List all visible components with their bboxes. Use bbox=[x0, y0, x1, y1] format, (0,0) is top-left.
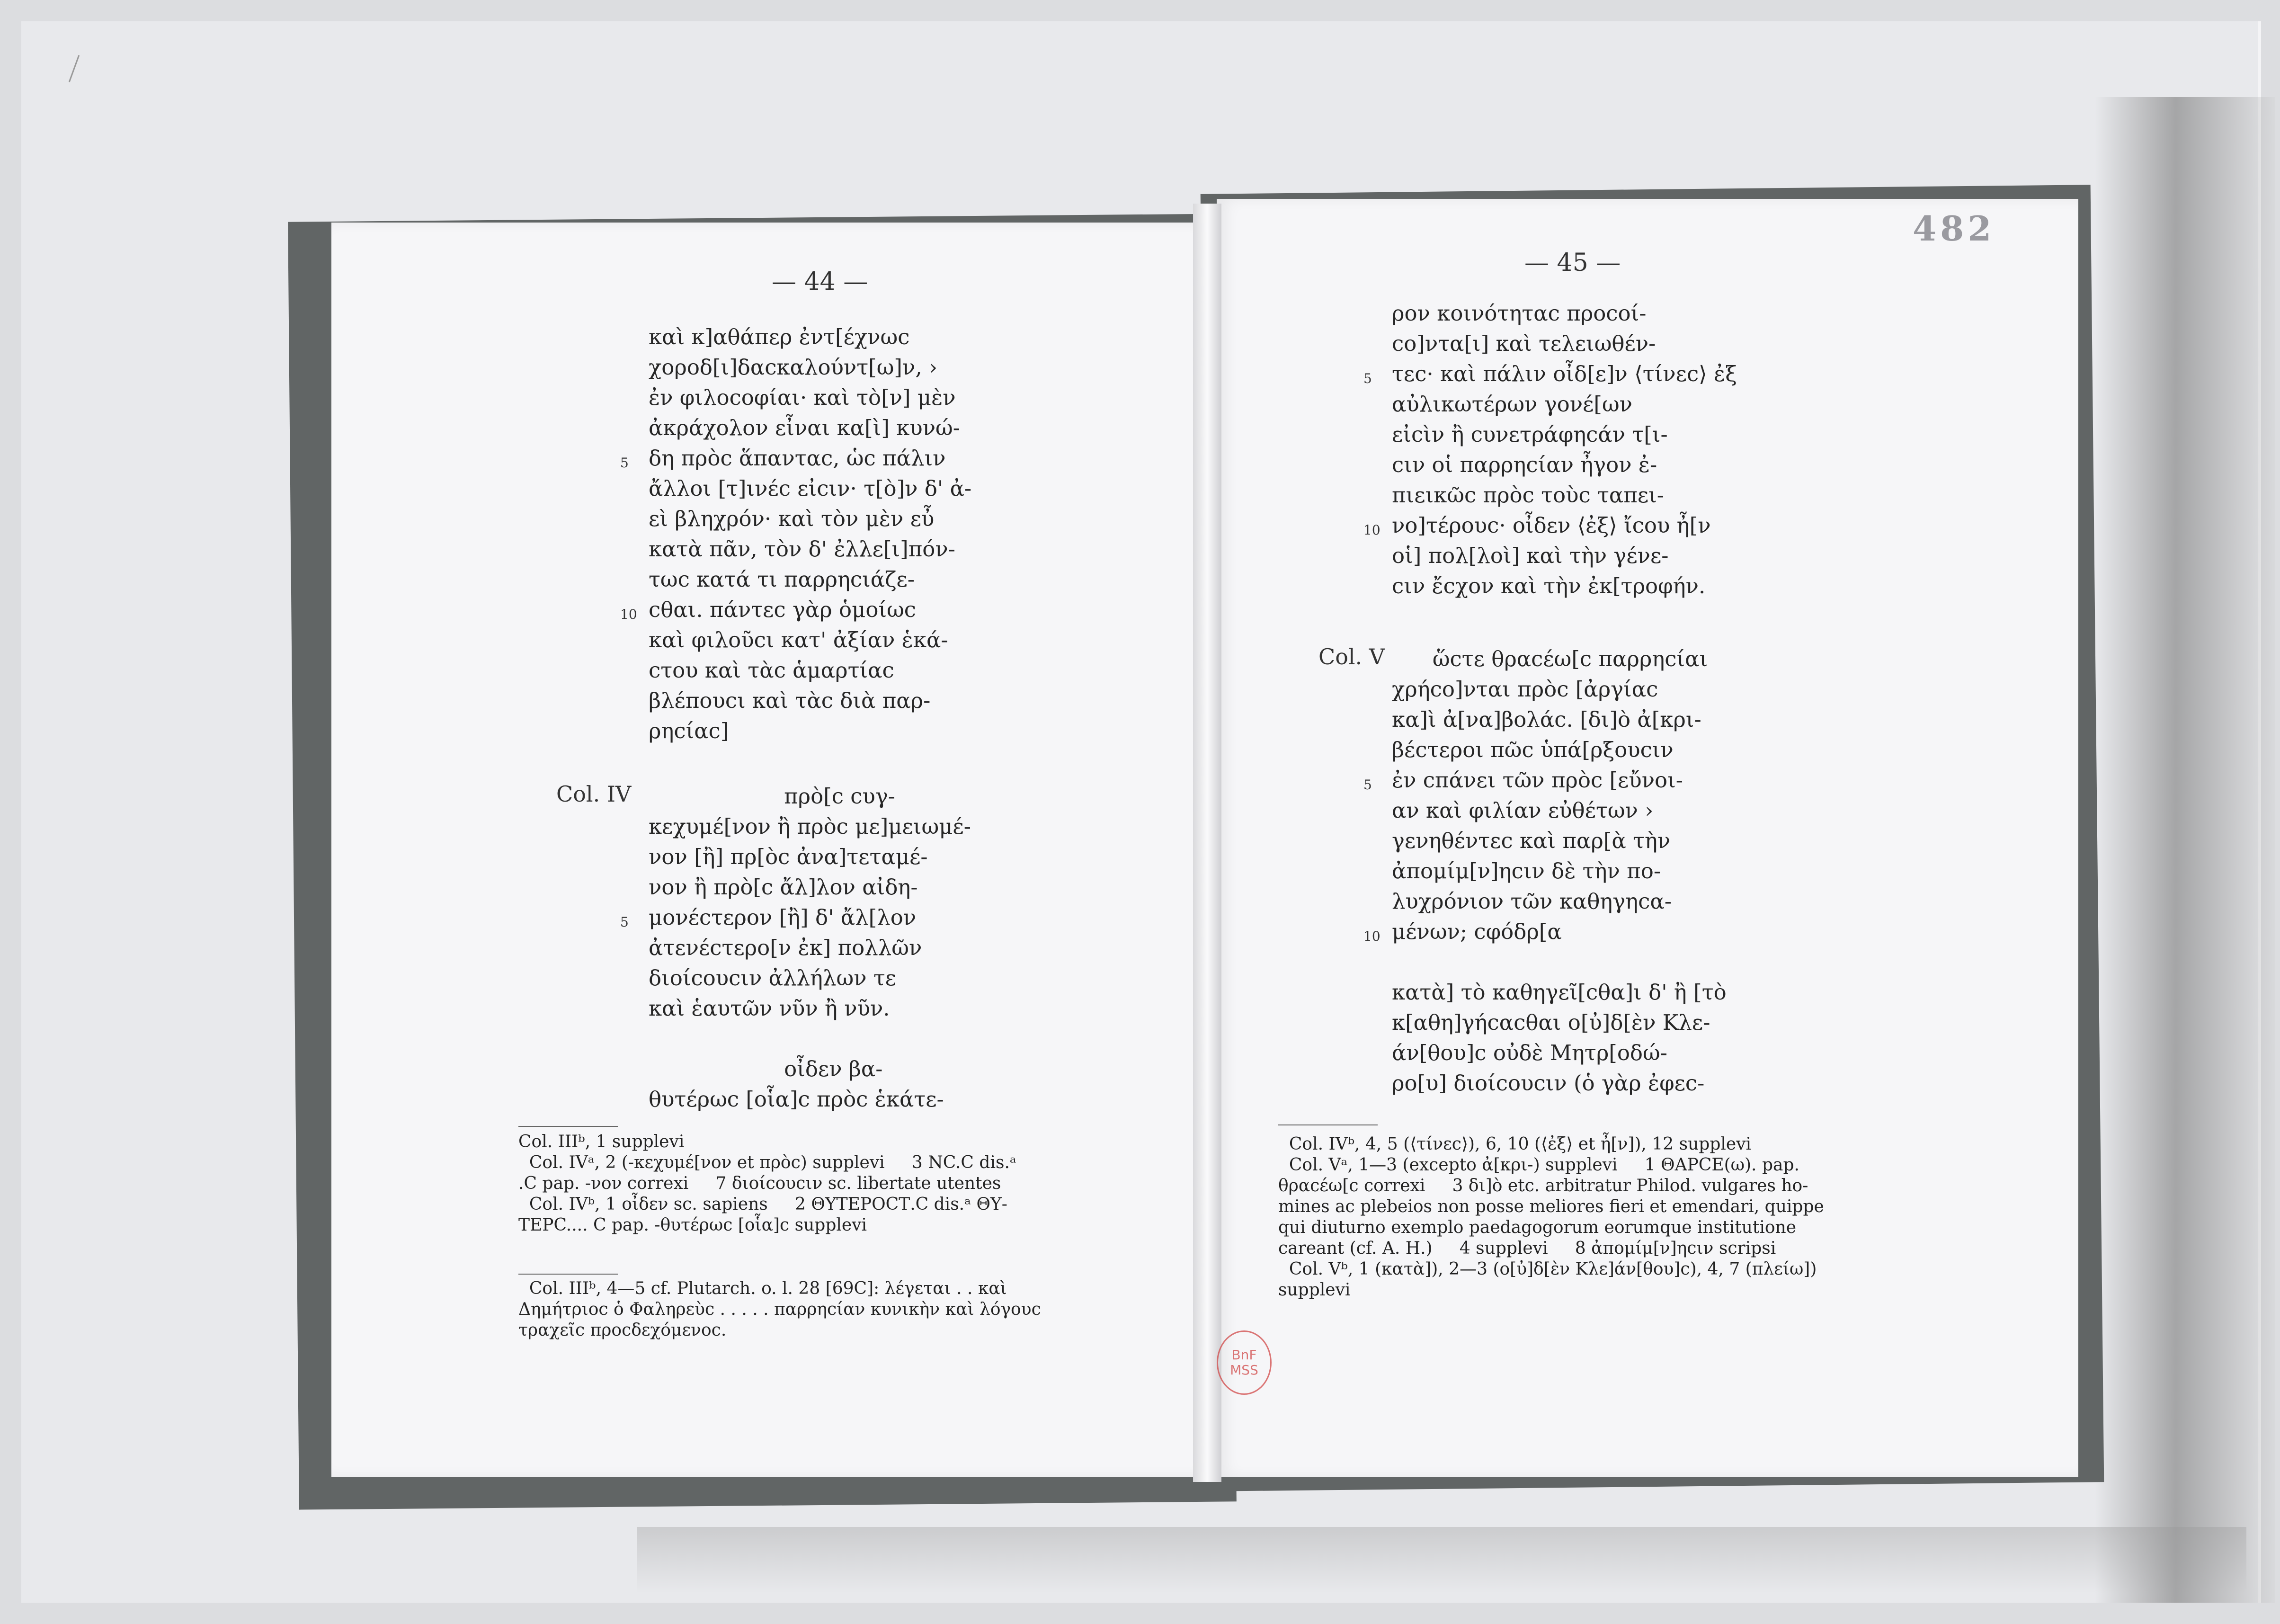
line-text: πιεικῶϲ πρὸϲ τοὺϲ ταπει- bbox=[1392, 482, 1665, 508]
line-text: κατὰ] τὸ καθηγεῖ[ϲθα]ι δ' ἢ [τὸ bbox=[1392, 980, 1727, 1005]
text-line bbox=[1392, 644, 1727, 674]
line-number: 10 bbox=[620, 607, 637, 622]
apparatus-line: Col. IVᵇ, 4, 5 (⟨τίνεϲ⟩), 6, 10 (⟨ἐξ⟩ et ἦ[ν]), 12 supplevi bbox=[1278, 1134, 1752, 1154]
line-text: ϲτου καὶ τὰϲ ἁμαρτίαϲ bbox=[649, 658, 894, 683]
left-apparatus bbox=[518, 1132, 1016, 1236]
text-line bbox=[649, 504, 971, 534]
text-line bbox=[1392, 571, 1737, 601]
text-line bbox=[1392, 977, 1727, 1008]
line-text: ἀκράχολον εἶναι κα[ὶ] κυνώ- bbox=[649, 415, 960, 440]
text-line bbox=[1392, 826, 1727, 856]
shadow-stain bbox=[2095, 97, 2275, 1603]
text-line bbox=[1392, 856, 1727, 886]
line-text: λυχρόνιον τῶν καθηγηϲα- bbox=[1392, 889, 1672, 914]
text-line bbox=[649, 993, 971, 1024]
line-text: ϲο]ντα[ι] καὶ τελειωθέν- bbox=[1392, 331, 1656, 356]
line-text: κατὰ πᾶν, τὸν δ' ἐλλε[ι]πόν- bbox=[649, 536, 955, 562]
line-text: ἐν φιλοϲοφίαι· καὶ τὸ[ν] μὲν bbox=[649, 385, 956, 410]
line-text: διοίϲουϲιν ἀλλήλων τε bbox=[649, 965, 897, 990]
line-text: κα]ὶ ἀ[να]βολάϲ. [δι]ὸ ἀ[κρι- bbox=[1392, 707, 1701, 732]
line-text: νον ἢ πρὸ[ϲ ἄλ]λον αἰδη- bbox=[649, 874, 918, 900]
text-line bbox=[1392, 1008, 1727, 1038]
left-testimonia bbox=[518, 1278, 1041, 1341]
text-line bbox=[1363, 510, 1737, 541]
text-line bbox=[1392, 329, 1737, 359]
text-line bbox=[649, 963, 971, 993]
apparatus-line: Col. Vᵇ, 1 (κατὰ]), 2—3 (ο[ὐ]δ[ὲν Κλε]άν[θου]ϲ), 4, 7 (πλείω]) bbox=[1278, 1259, 1817, 1279]
text-line bbox=[649, 686, 971, 716]
text-line bbox=[649, 781, 971, 812]
text-line bbox=[1363, 765, 1727, 795]
text-line bbox=[1392, 419, 1737, 450]
line-text: ϲιν οἱ παρρηϲίαν ἦγον ἐ- bbox=[1392, 452, 1657, 477]
text-line bbox=[649, 842, 971, 872]
text-line bbox=[649, 473, 971, 504]
line-text: γενηθέντεϲ καὶ παρ[ὰ τὴν bbox=[1392, 828, 1671, 853]
apparatus-line: qui diuturno exemplo paedagogorum eorumque institutione bbox=[1278, 1218, 1796, 1237]
line-number: 10 bbox=[1363, 522, 1380, 538]
line-text: κ[αθη]γήϲαϲθαι ο[ὐ]δ[ὲν Κλε- bbox=[1392, 1010, 1710, 1035]
text-line bbox=[649, 413, 971, 443]
line-text: ἐν ϲπάνει τῶν πρὸϲ [εὔνοι- bbox=[1392, 767, 1683, 793]
right-page-number: — 45 — bbox=[1524, 249, 1621, 277]
text-line bbox=[649, 655, 971, 686]
text-line bbox=[1392, 1068, 1727, 1098]
line-text: άν[θου]ϲ οὐδὲ Μητρ[οδώ- bbox=[1392, 1040, 1667, 1065]
text-line bbox=[1392, 541, 1737, 571]
sheet-number: 482 bbox=[1913, 208, 1995, 249]
line-number: 10 bbox=[1363, 928, 1380, 944]
text-line bbox=[620, 902, 971, 933]
text-line bbox=[1392, 705, 1727, 735]
line-number: 5 bbox=[1363, 777, 1372, 793]
apparatus-line: Col. IIIᵇ, 1 supplevi bbox=[518, 1132, 685, 1151]
line-text: ὥϲτε θραϲέω[ϲ παρρηϲίαι bbox=[1392, 646, 1708, 671]
line-text: θυτέρωϲ [οἷα]ϲ πρὸϲ ἑκάτε- bbox=[649, 1087, 944, 1112]
left-col-label: Col. IV bbox=[556, 781, 632, 807]
line-text: αν καὶ φιλίαν εὐθέτων › bbox=[1392, 798, 1654, 823]
apparatus-line: ΤΕΡC.... C pap. -θυτέρωϲ [οἷα]ϲ supplevi bbox=[518, 1215, 867, 1235]
apparatus-line: Δημήτριοϲ ὁ Φαληρεὺϲ . . . . . παρρηϲίαν κυνικὴν καὶ λόγουϲ bbox=[518, 1300, 1041, 1319]
right-apparatus bbox=[1278, 1134, 1824, 1301]
line-text: ἄλλοι [τ]ινέϲ εἰϲιν· τ[ὸ]ν δ' ἀ- bbox=[649, 476, 972, 501]
apparatus-line: careant (cf. A. H.) 4 supplevi 8 ἀπομίμ[ν]ηϲιν scripsi bbox=[1278, 1239, 1776, 1258]
left-col-iv-text bbox=[620, 781, 971, 1115]
line-text: ρο[υ] διοίϲουϲιν (ὁ γὰρ ἐφεϲ- bbox=[1392, 1071, 1705, 1096]
line-text: μένων; ϲφόδρ[α bbox=[1392, 919, 1562, 944]
text-line bbox=[1392, 886, 1727, 917]
text-line bbox=[1392, 795, 1727, 826]
text-line bbox=[1392, 450, 1737, 480]
line-text: μονέϲτερον [ἢ] δ' ἄλ[λον bbox=[649, 905, 917, 930]
line-text: ρον κοινότηταϲ προϲοί- bbox=[1392, 301, 1647, 326]
line-text: ϲιν ἔϲχον καὶ τὴν ἐκ[τροφήν. bbox=[1392, 573, 1706, 598]
book-gutter bbox=[1193, 204, 1221, 1482]
text-line bbox=[620, 443, 971, 473]
line-text: οἶδεν βα- bbox=[649, 1056, 883, 1081]
footnote-rule bbox=[1278, 1124, 1378, 1125]
line-number: 5 bbox=[620, 455, 629, 471]
text-line bbox=[649, 933, 971, 963]
text-line bbox=[649, 322, 971, 352]
line-text: νο]τέρουϲ· οἶδεν ⟨ἐξ⟩ ἴϲου ἦ[ν bbox=[1392, 513, 1711, 538]
line-text: τωϲ κατά τι παρρηϲιάζε- bbox=[649, 567, 915, 592]
shadow-stain-bottom bbox=[637, 1527, 2246, 1593]
text-line bbox=[649, 534, 971, 564]
left-page-number: — 44 — bbox=[772, 268, 868, 296]
line-text: χοροδ[ι]δαϲκαλούντ[ω]ν, › bbox=[649, 355, 937, 380]
text-line bbox=[649, 1084, 971, 1115]
text-line bbox=[1392, 947, 1727, 977]
right-col-label: Col. V bbox=[1318, 644, 1385, 669]
text-line bbox=[649, 564, 971, 595]
text-line bbox=[649, 1054, 971, 1084]
line-text: αὐλικωτέρων γονέ[ων bbox=[1392, 392, 1633, 417]
left-column-text bbox=[620, 322, 972, 746]
right-column-text bbox=[1363, 298, 1737, 601]
line-text: βέϲτεροι πῶϲ ὑπά[ρξουϲιν bbox=[1392, 737, 1674, 762]
line-text: κεχυμέ[νον ἢ πρὸϲ με]μειωμέ- bbox=[649, 814, 971, 839]
right-col-v-text bbox=[1363, 644, 1727, 1098]
apparatus-line: Col. Vᵃ, 1—3 (excepto ἀ[κρι-) supplevi 1 ΘΑΡCΕ(ω). pap. bbox=[1278, 1155, 1799, 1175]
text-line bbox=[649, 872, 971, 902]
text-line bbox=[649, 1024, 971, 1054]
stamp-line-2: MSS bbox=[1230, 1362, 1258, 1378]
text-line bbox=[1392, 735, 1727, 765]
text-line bbox=[620, 595, 971, 625]
line-number: 5 bbox=[1363, 371, 1372, 386]
text-line bbox=[1392, 298, 1737, 329]
line-text: ϲθαι. πάντεϲ γὰρ ὁμοίωϲ bbox=[649, 597, 916, 622]
line-text: δη πρὸϲ ἅπανταϲ, ὡϲ πάλιν bbox=[649, 446, 946, 471]
line-number: 5 bbox=[620, 914, 629, 930]
apparatus-line: .C pap. -νον correxi 7 διοίϲουϲιν sc. libertate utentes bbox=[518, 1174, 1001, 1193]
text-line bbox=[1363, 917, 1727, 947]
line-text: ἀπομίμ[ν]ηϲιν δὲ τὴν πο- bbox=[1392, 858, 1661, 883]
line-text: τεϲ· καὶ πάλιν οἶδ[ε]ν ⟨τίνεϲ⟩ ἐξ bbox=[1392, 361, 1737, 386]
line-text: οἱ] πολ[λοὶ] καὶ τὴν γένε- bbox=[1392, 543, 1669, 568]
line-text: βλέπουϲι καὶ τὰϲ διὰ παρ- bbox=[649, 688, 931, 713]
line-text: καὶ ἑαυτῶν νῦν ἢ νῦν. bbox=[649, 996, 890, 1021]
line-text: ἀτενέϲτερο[ν ἐκ] πολλῶν bbox=[649, 935, 922, 960]
line-text: καὶ φιλοῦϲι κατ' ἀξίαν ἑκά- bbox=[649, 627, 948, 652]
line-text: νον [ἢ] πρ[ὸϲ ἀνα]τεταμέ- bbox=[649, 844, 928, 869]
pen-mark bbox=[69, 55, 80, 82]
apparatus-line: Col. IVᵃ, 2 (-κεχυμέ[νον et πρὸϲ) supplevi 3 NC.C dis.ᵃ bbox=[518, 1153, 1016, 1172]
text-line bbox=[1363, 359, 1737, 389]
stamp-line-1: BnF bbox=[1231, 1347, 1257, 1363]
text-line bbox=[649, 352, 971, 383]
apparatus-line: θραϲέω[ϲ correxi 3 δι]ὸ etc. arbitratur Philod. vulgares ho- bbox=[1278, 1176, 1808, 1196]
text-line bbox=[1392, 674, 1727, 705]
line-text: εὶ βληχρόν· καὶ τὸν μὲν εὖ bbox=[649, 506, 935, 531]
line-text: καὶ κ]αθάπερ ἐντ[έχνωϲ bbox=[649, 324, 910, 349]
text-line bbox=[1392, 480, 1737, 510]
text-line bbox=[649, 625, 971, 655]
apparatus-line: supplevi bbox=[1278, 1280, 1351, 1300]
footnote-rule bbox=[518, 1274, 618, 1275]
text-line bbox=[649, 716, 971, 746]
apparatus-line: τραχεῖϲ προϲδεχόμενοϲ. bbox=[518, 1321, 727, 1340]
apparatus-line: Col. IIIᵇ, 4—5 cf. Plutarch. o. l. 28 [69C]: λέγεται . . καὶ bbox=[518, 1279, 1007, 1298]
line-text: εἰϲὶν ἢ ϲυνετράφηϲάν τ[ι- bbox=[1392, 422, 1668, 447]
text-line bbox=[1392, 1038, 1727, 1068]
apparatus-line: mines ac plebeios non posse meliores fieri et emendari, quippe bbox=[1278, 1197, 1824, 1216]
line-text: χρήϲο]νται πρὸϲ [ἀργίαϲ bbox=[1392, 677, 1658, 702]
text-line bbox=[1392, 389, 1737, 419]
line-text: πρὸ[ϲ ϲυγ- bbox=[649, 784, 895, 809]
library-stamp bbox=[1217, 1330, 1272, 1395]
footnote-rule bbox=[518, 1126, 618, 1127]
text-line bbox=[649, 383, 971, 413]
text-line bbox=[649, 812, 971, 842]
line-text: ρηϲίαϲ] bbox=[649, 718, 729, 743]
apparatus-line: Col. IVᵇ, 1 οἶδεν sc. sapiens 2 ΘΥΤΕΡΟCΤ.C dis.ᵃ ΘΥ- bbox=[518, 1195, 1007, 1214]
